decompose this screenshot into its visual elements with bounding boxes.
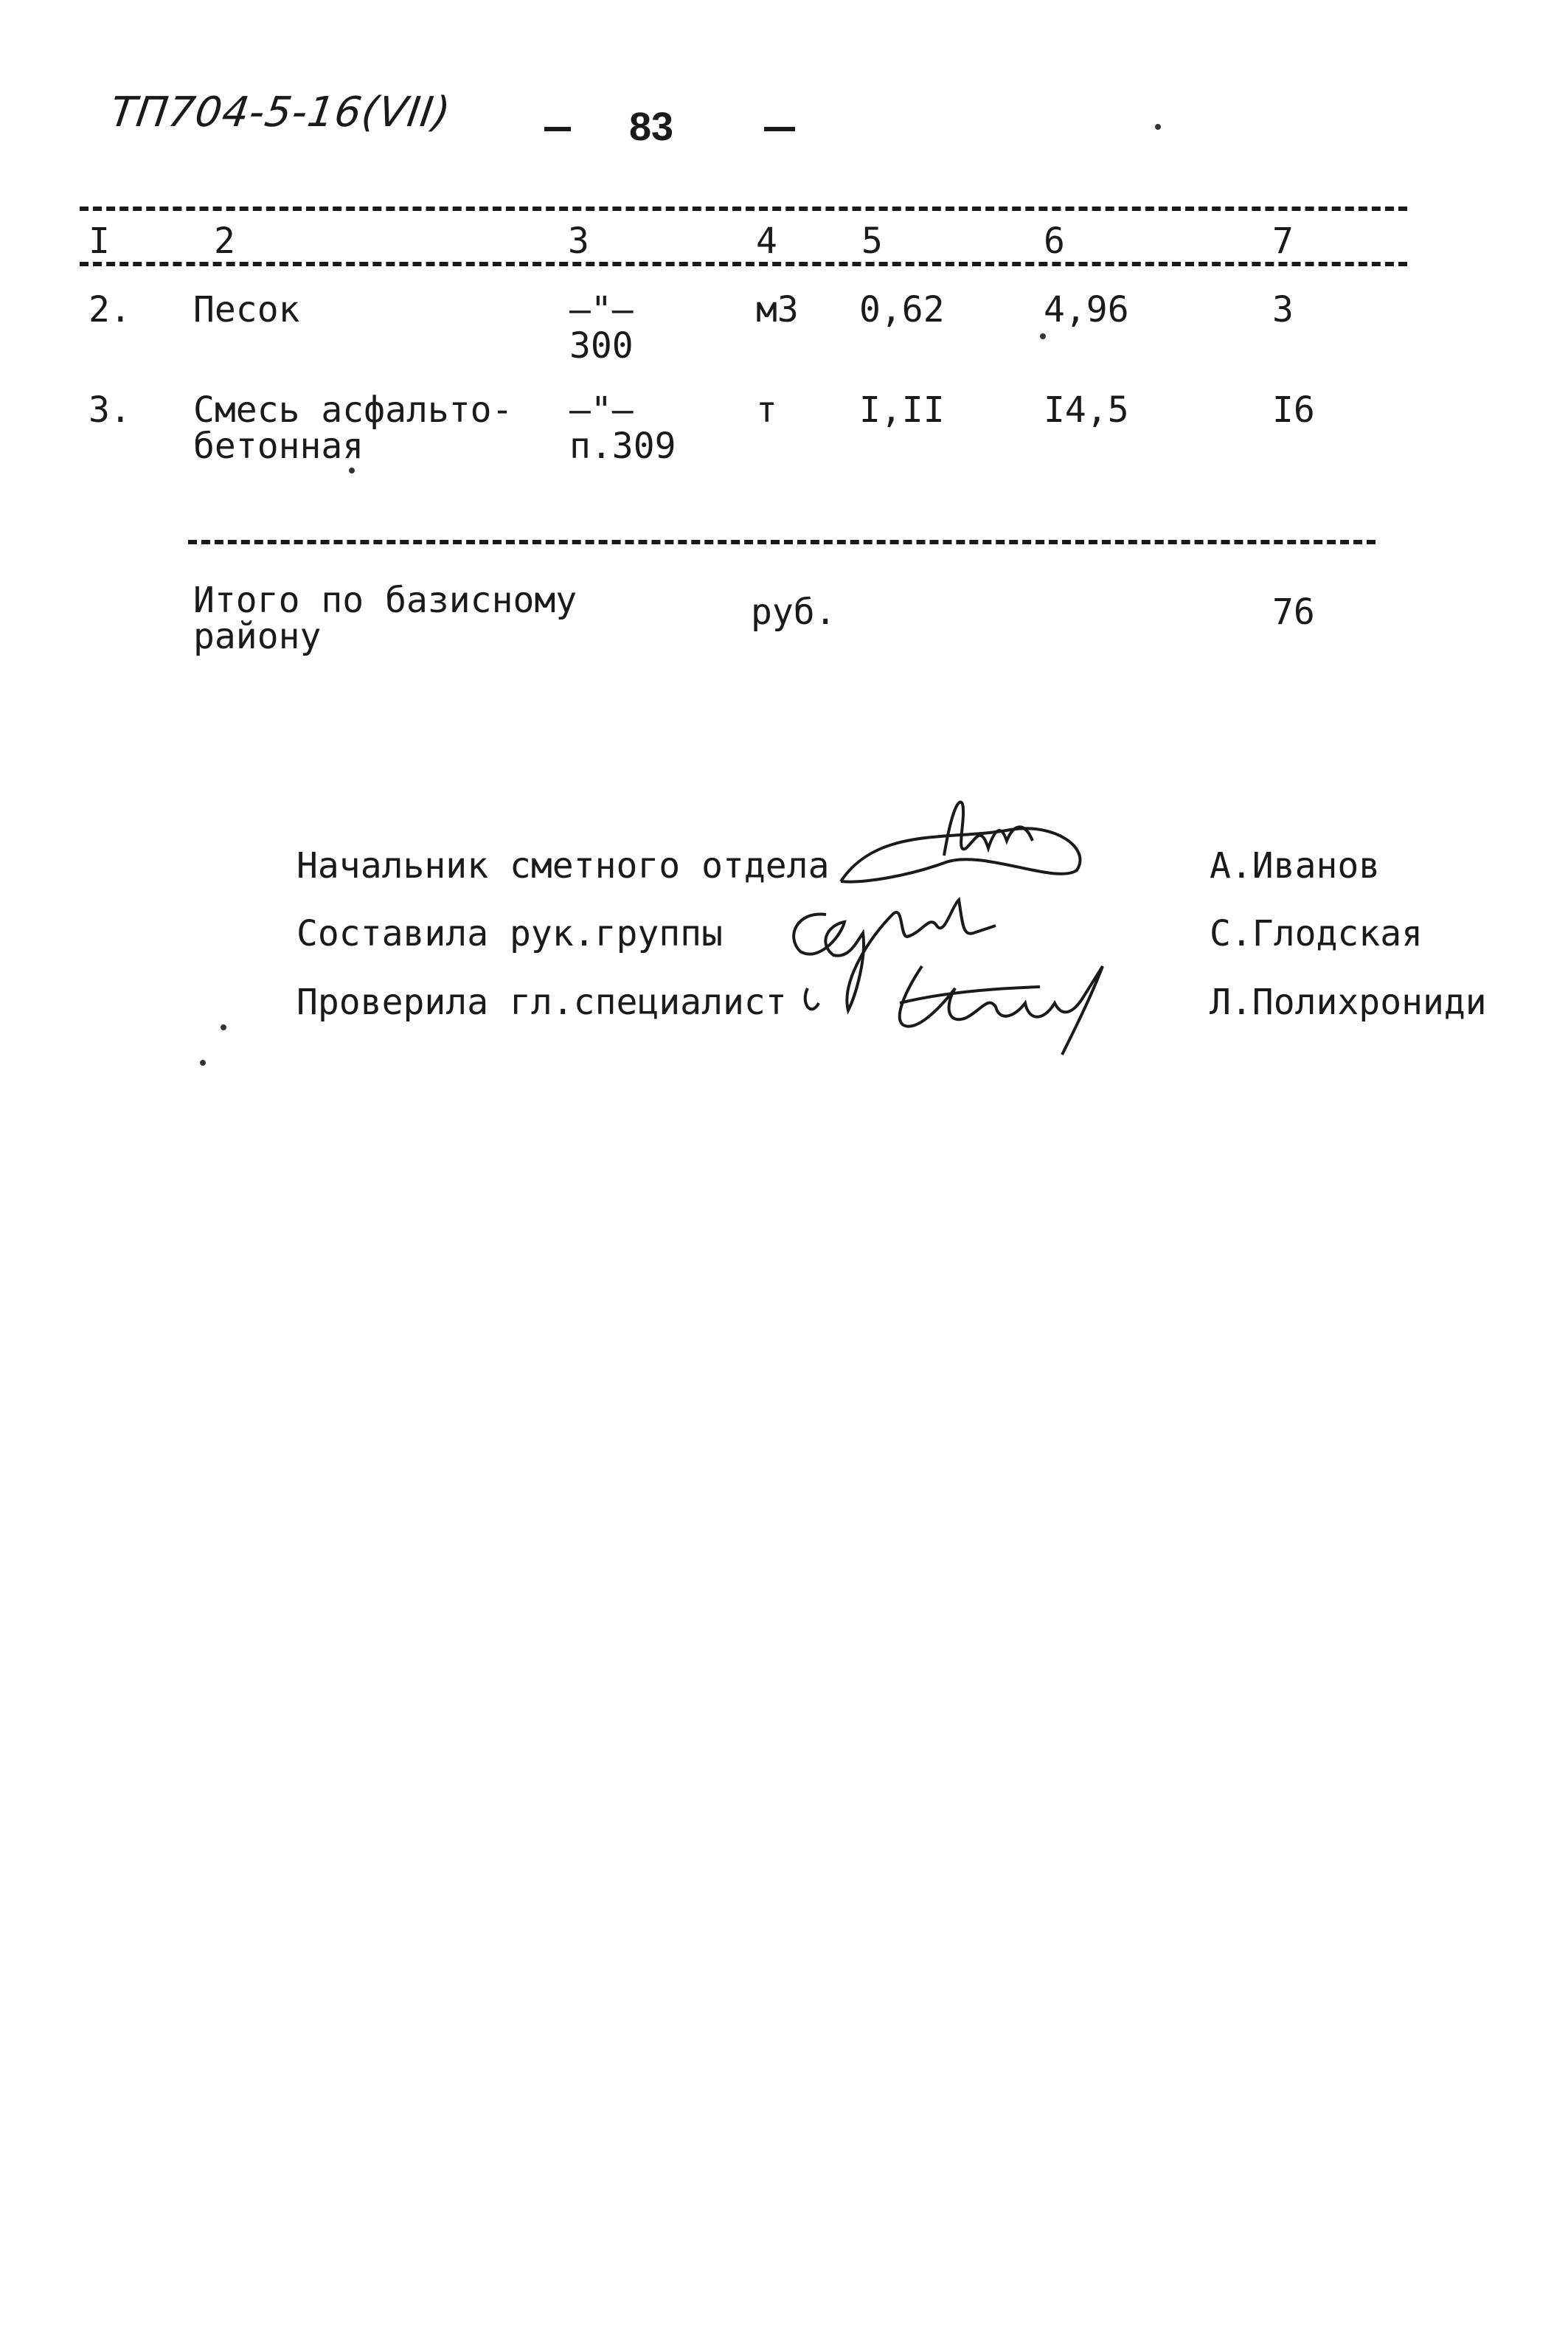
unit-price: I4,5 xyxy=(1044,389,1129,431)
row-number: 2. xyxy=(89,289,131,330)
row-cost: 3 xyxy=(1272,289,1294,330)
total-label: Итого по базисному району xyxy=(193,580,577,657)
column-number-5: 5 xyxy=(861,221,883,262)
page-number-dash-right xyxy=(764,127,795,131)
table-top-rule xyxy=(80,207,1407,211)
scan-speck xyxy=(349,468,355,473)
scan-speck xyxy=(1155,124,1161,130)
material-name: Песок xyxy=(193,289,300,330)
unit-price: 4,96 xyxy=(1044,289,1129,330)
column-number-6: 6 xyxy=(1044,221,1065,262)
total-unit: руб. xyxy=(751,592,836,633)
column-number-4: 4 xyxy=(756,221,777,262)
unit-of-measure: т xyxy=(756,389,777,431)
scan-speck xyxy=(221,1024,226,1030)
row-cost: I6 xyxy=(1272,389,1315,431)
signatory-name: Л.Полихрониди xyxy=(1210,982,1487,1023)
row-number: 3. xyxy=(89,389,131,431)
column-number-1: I xyxy=(89,221,110,262)
price-reference: –"– п.309 xyxy=(569,389,676,467)
quantity: 0,62 xyxy=(859,289,945,330)
column-number-3: 3 xyxy=(568,221,589,262)
signatory-title: Составила рук.группы xyxy=(296,913,723,954)
material-name: Смесь асфальто- бетонная xyxy=(193,389,513,467)
signature-chief-specialist xyxy=(885,951,1128,1062)
column-number-2: 2 xyxy=(214,221,235,262)
signatory-title: Начальник сметного отдела xyxy=(296,845,830,887)
signature-head-of-estimates xyxy=(833,797,1099,892)
total-separator-rule xyxy=(188,540,1376,544)
total-value: 76 xyxy=(1272,592,1315,633)
document-code: ТП704-5-16(VII) xyxy=(107,89,454,136)
scan-speck xyxy=(200,1060,206,1066)
scan-speck xyxy=(1040,333,1046,339)
unit-of-measure: м3 xyxy=(756,289,799,330)
price-reference: –"– 300 xyxy=(569,289,634,367)
quantity: I,II xyxy=(859,389,945,431)
page-number: 83 xyxy=(629,105,674,149)
column-number-7: 7 xyxy=(1272,221,1294,262)
signatory-title: Проверила гл.специалист xyxy=(296,982,787,1023)
table-header-rule xyxy=(80,262,1407,266)
signatory-name: А.Иванов xyxy=(1210,845,1381,887)
page-number-dash-left xyxy=(544,127,571,131)
signatory-name: С.Глодская xyxy=(1210,913,1423,954)
